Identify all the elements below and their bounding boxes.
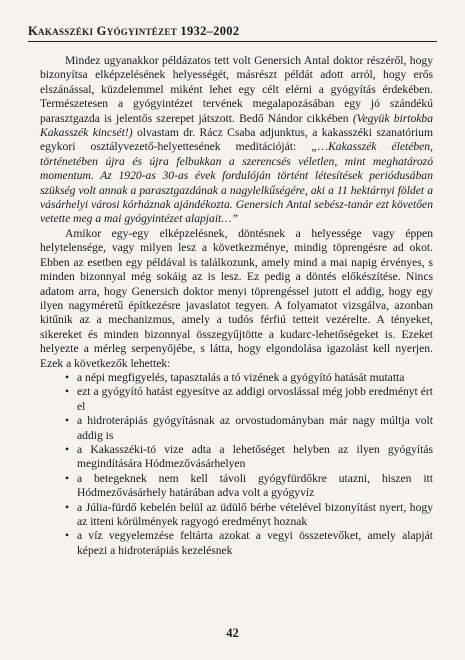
bullet-icon: • (65, 442, 70, 456)
list-item (65, 529, 433, 558)
bullet-icon: • (65, 370, 70, 384)
page-body (40, 54, 433, 558)
paragraph-2: Amikor egy-egy elképzelésnek, döntésnek a helyessége vagy éppen helytelensége, vagy milyen lesz a következménye, mindig töprengésre ad okot. Ebben az esetben egy példával is találkozunk, amely mind a mai napig érvényes, s minden bizonnyal még sokáig az is lesz. Ez pedig a döntés előkészítése. Nincs adatom arra, hogy Genersich doktor menyi töprengéssel jutott el addig, hogy egy ilyen nagyméretű építkezésre javaslatot tegyen. A folyamatot vizsgálva, azonban kitűnik az a mechanizmus, amely a tudós férfiú tetteit vezérelte. A tényeket, sikereket és minden bizonnyal összegyűjtötte a kudarc-lehetőségeket is. Ezeket helyezte a mérleg serpenyőjébe, s látta, hogy elgondolása igazolást kell nyerjen. Ezek a következők lehettek: (40, 226, 433, 370)
list-item-text: a népi megfigyelés, tapasztalás a tó vizének a gyógyító hatását mutatta (77, 370, 405, 384)
list-item-text: a betegeknek nem kell távoli gyógyfürdőkre utazni, hiszen itt Hódmezővásárhely határában adva volt a gyógyvíz (77, 471, 433, 500)
paragraph-1-quote: „…Kakasszék életében, történetében újra és újra felbukkan a szerencsés véletlen, mint meghatározó momentum. Az 1920-as 30-as évek fordulóján történt létesítések periódusában szükség volt annak a parasztgazdának a nagylelkűségére, aki a 11 hektárnyi földet a vásárhelyi városi kórháznak ajándékozta. Genersich Antal sebész-tanár ezt követően vetette meg a mai gyógyintézet alapjait…” (40, 140, 433, 226)
list-item-text: ezt a gyógyító hatást egyesítve az addigi orvoslással még jobb eredményt ért el (77, 385, 433, 413)
bullet-icon: • (65, 529, 70, 543)
running-header: Kakasszéki Gyógyintézet 1932–2002 (28, 24, 240, 38)
page-number: 42 (226, 626, 239, 640)
bullet-icon: • (65, 471, 70, 485)
list-item-text: a víz vegyelemzése feltárta azokat a vegyi összetevőket, amely alapját képezi a hidroterápiás kezelésnek (77, 529, 433, 557)
bullet-icon: • (65, 500, 70, 514)
list-item (65, 414, 433, 443)
header-rule (28, 41, 437, 42)
bullet-icon: • (65, 414, 70, 428)
list-item (65, 385, 433, 414)
bullet-icon: • (65, 385, 70, 399)
list-item (65, 443, 433, 472)
paragraph-1-text-a: Mindez ugyanakkor példázatos tett volt Genersich Antal doktor részéről, hogy bizonyítsa elképzelésének helyességét, másrészt példát adott arról, hogy erős elszánással, küzdelemmel miként lehet egy célt elérni a gyógyítás érdekében. Természetesen a gyógyintézet tervének megalapozásában egy jó szándékú parasztgazda is jelentős szerepet játszott. Bedő Nándor cikkében (40, 54, 433, 125)
paragraph-1-text-b: olvastam dr. Rácz Csaba adjunktus, a kakasszéki szanatórium egykori osztályvezető-helyettesének meditációját: (40, 126, 433, 154)
paragraph-1-article-title: (Vegyük birtokba Kakasszék kincsét!) (40, 111, 434, 140)
list-item-text: a Kakasszéki-tó vize adta a lehetőséget helyben az ilyen gyógyítás megindítására Hódmezővásárhelyen (77, 442, 433, 471)
list-item (65, 501, 433, 530)
list-item (65, 472, 433, 501)
list-item-text: a Júlia-fürdő kebelén belül az üdülő bérbe vételével bizonyítást nyert, hogy az itteni körülmények ragyogó eredményt hoznak (77, 500, 433, 528)
list-item-text: a hidroterápiás gyógyításnak az orvostudományban már nagy múltja volt addig is (77, 414, 433, 442)
list-item (65, 371, 433, 385)
paragraph-1 (40, 54, 433, 227)
bullet-list (40, 371, 433, 558)
